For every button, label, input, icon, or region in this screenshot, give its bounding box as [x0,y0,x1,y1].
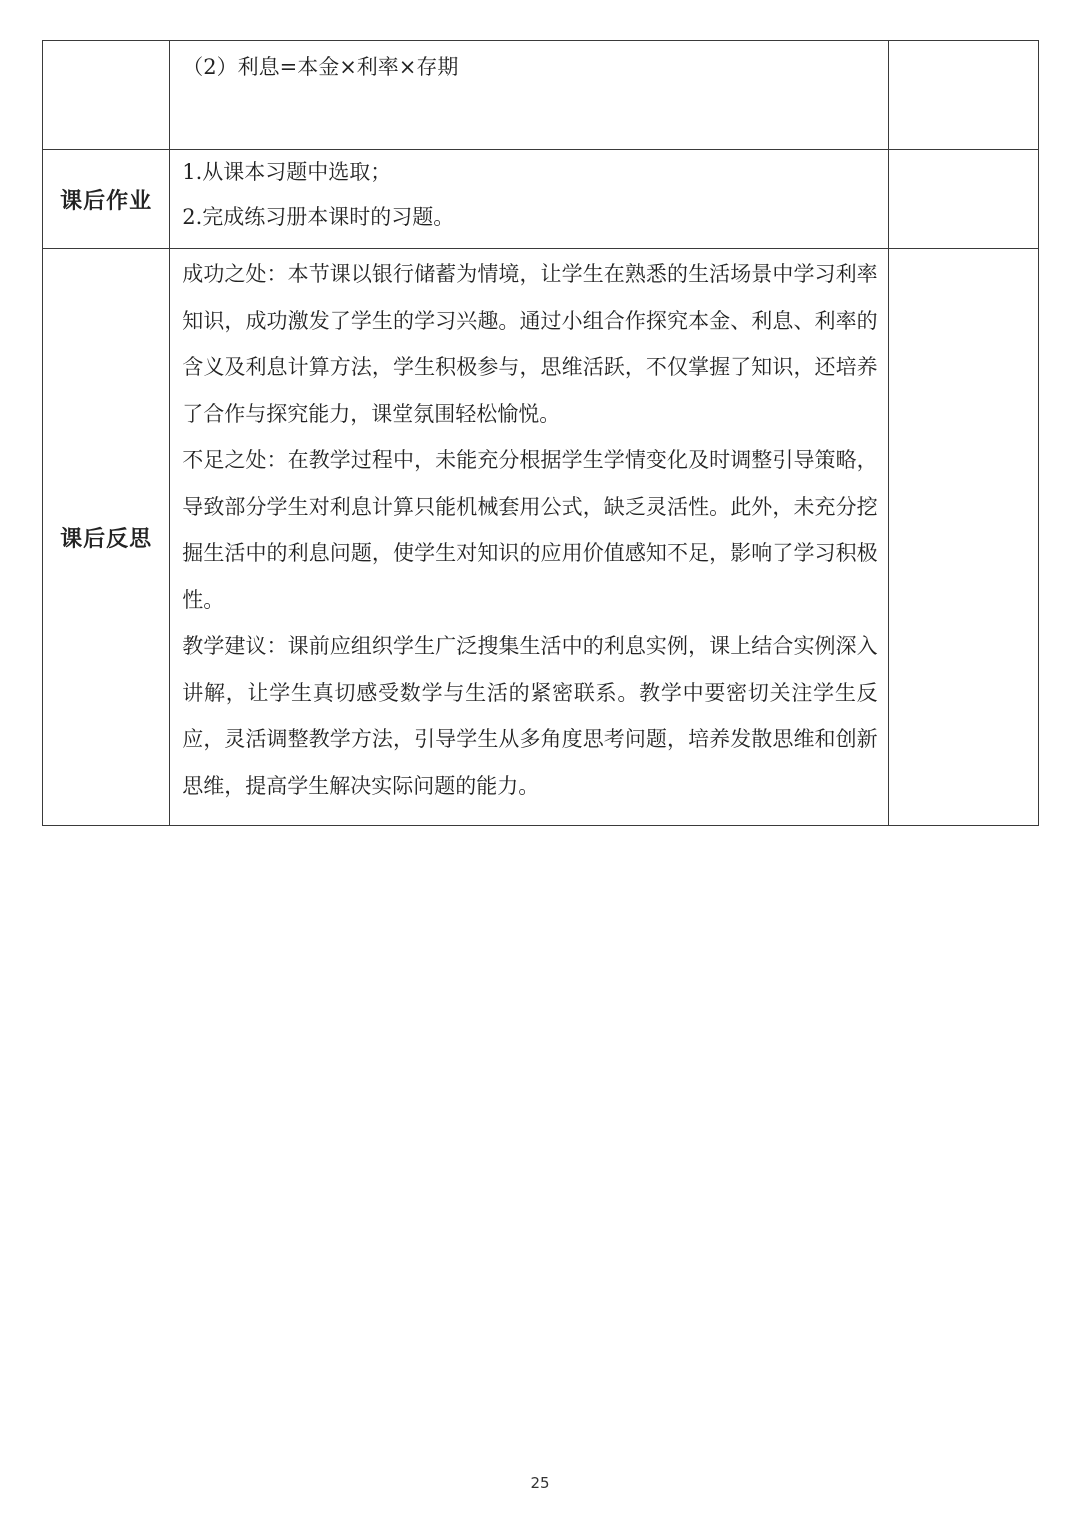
row-label [43,41,170,150]
empty-cell [888,249,1038,826]
reflection-content [170,249,888,826]
table-row [43,249,1039,826]
table-row [43,150,1039,249]
interest-formula-text: （2）利息=本金×利率×存期 [182,55,459,79]
lesson-plan-table [42,40,1039,826]
empty-cell [888,41,1038,150]
reflection-paragraph-shortcomings: 不足之处：在教学过程中，未能充分根据学生学情变化及时调整引导策略，导致部分学生对利息计算只能机械套用公式，缺乏灵活性。此外，未充分挖掘生活中的利息问题，使学生对知识的应用价值感知不足，影响了学习积极性。 [182,448,878,612]
row-content [170,41,888,150]
table-row [43,41,1039,150]
reflection-label: 课后反思 [43,249,170,826]
homework-content [170,150,888,249]
homework-item: 1.从课本习题中选取； [182,160,392,184]
page-number: 25 [530,1474,550,1492]
empty-cell [888,150,1038,249]
homework-label: 课后作业 [43,150,170,249]
reflection-paragraph-suggestions: 教学建议：课前应组织学生广泛搜集生活中的利息实例，课上结合实例深入讲解，让学生真切感受数学与生活的紧密联系。教学中要密切关注学生反应，灵活调整教学方法，引导学生从多角度思考问题，培养发散思维和创新思维，提高学生解决实际问题的能力。 [182,634,878,798]
reflection-paragraph-success: 成功之处：本节课以银行储蓄为情境，让学生在熟悉的生活场景中学习利率知识，成功激发了学生的学习兴趣。通过小组合作探究本金、利息、利率的含义及利息计算方法，学生积极参与，思维活跃，不仅掌握了知识，还培养了合作与探究能力，课堂氛围轻松愉悦。 [182,262,878,426]
homework-item: 2.完成练习册本课时的习题。 [182,205,455,229]
